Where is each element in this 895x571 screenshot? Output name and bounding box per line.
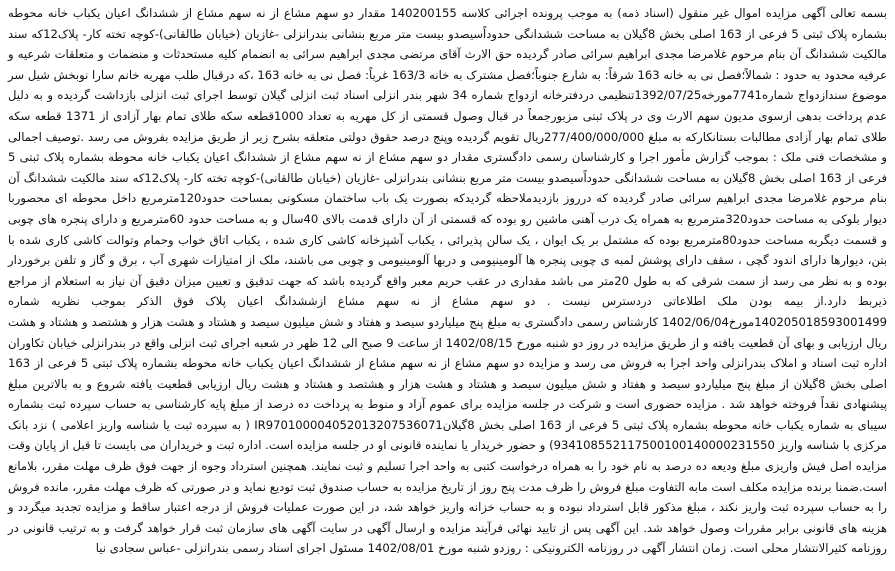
notice-text: بسمه تعالی آگهی مزایده اموال غیر منقول (اسناد ذمه) به موجب پرونده اجرائی کلاسه 140200155 مقدار دو سهم مشاع از نه سهم مشاع از ششدانگ اعیان یکباب خانه محوطه بشماره پلاک ثبتی 5 فرعی از 163 اصلی بخش 8گیلان به مساحت ششدانگی حدوداًسیصدو بیست متر مربع بنشانی بندرانزلی -غازیان (خیابان طالقانی)-کوچه تخته کار- پلاک12که سند مالکیت ششدانگ آن بنام مرحوم غلامرضا مجدی ابراهیم سرائی صادر گردیده حق الارث آقای مرتضی مجدی ابراهیم سرائی به انضمام کلیه مستحدثات و منضمات و متعلقات شرعیه و عرفیه محدود به حدود : شمالاً؛فصل نی به خانه 163 شرقاً: به شارع جنوباً؛فصل مشترک به خانه 163/3 غرباً: فصل نی به خانه 163 ،که درقبال طلب مهریه خانم سارا نوبخش شیل سر موضوع سندازدواج شماره7741مورخه1392/07/25تنظیمی دردفترخانه ازدواج شماره 34 شهر بندر انزلی اسناد ثبت انزلی گیلان توسط اجرای ثبت انزلی بازداشت گردیده و به دلیل عدم پرداخت بدهی ازسوی مدیون سهم الارث وی در پلاک ثبتی مزبورجمعاً در قبال وصول قسمتی از کل مهریه به تعداد 1000قطعه سکه طلای تمام بهار آزادی از 1371 قطعه سکه طلای تمام بهار آزادی مطالبات بستانکارکه به مبلغ 277/400/000/000ریال تقویم گردیده وپنج درصد حقوق دولتی متعلقه بشرح زیر از طریق مزایده بفروش می رسد .توصیف اجمالی و مشخصات فنی ملک : بموجب گزارش مأمور اجرا و کارشناسان رسمی دادگستری مقدار دو سهم مشاع از نه سهم مشاع از ششدانگ اعیان یکباب خانه محوطه بشماره پلاک ثبتی 5 فرعی از 163 اصلی بخش 8گیلان به مساحت ششدانگی حدوداًسیصدو بیست متر مربع بنشانی بندرانزلی -غازیان (خیابان طالقانی)-کوچه تخته کار- پلاک12که سند مالکیت ششدانگ آن بنام مرحوم غلامرضا مجدی ابراهیم سرائی صادر گردیده که درروز بازدیدملاحظه گردیدکه بصورت یک باب ساختمان مسکونی بمساحت حدود120مترمربع داخل محوطه ای محصوربا دیوار بلوکی به مساحت حدود320مترمربع به همراه یک درب آهنی ماشین رو بوده که قسمتی از آن دارای قدمت بالای 40سال و به مساحت حدود 60مترمربع و دارای پنجره های چوبی و قسمت دیگربه مساحت حدود80مترمربع بوده که مشتمل بر یک ایوان ، یک سالن پذیرائی ، یکباب آشپزخانه کاشی کاری شده ، یکباب اتاق خواب وحمام وتوالت کاشی کاری شده با بتن، دیوارها دارای اندود گچی ، سقف دارای پوشش لمبه ی چوبی پنجره ها آلومینیومی و دربها آلومینیومی و چوبی می باشند، ملک از امتیازات شهری آب ، برق و گاز و تلفن برخوردار بوده و به نظر می رسد از سمت شرقی که به طول 20متر می باشد مقداری در عقب حریم معبر واقع گردیده باشد که جهت تدقیق و تعیین میزان دقیق آن نیاز به استعلام از مراجع ذیربط دارد.از بیمه بودن ملک اطلاعاتی دردسترس نیست . دو سهم مشاع از نه سهم مشاع ازششدانگ اعیان پلاک فوق الذکر بموجب نظریه شماره 140205018593001499مورخ1402/06/04 کارشناس رسمی دادگستری به مبلغ پنج میلیاردو سیصد و هفتاد و شش میلیون سیصد و هشتاد و هشت هزار و هشتصد و هشتاد و هشت ریال ارزیابی و بهای آن قطعیت یافته و از طریق مزایده در روز دو شنبه مورخ 1402/08/15 از ساعت 9 صبح الی 12 ظهر در شعبه اجرای ثبت انزلی واقع در بندرانزلی خیابان تکاوران اداره ثبت اسناد و املاک بندرانزلی واحد اجرا به فروش می رسد و مزایده دو سهم مشاع از نه سهم مشاع از ششدانگ اعیان یکباب خانه محوطه بشماره پلاک ثبتی 5 فرعی از 163 اصلی بخش 8گیلان از مبلغ پنج میلیاردو سیصد و هفتاد و شش میلیون سیصد و هشتاد و هشت هزار و هشتصد و هشتاد و هشت ریال ارزیابی قطعیت یافته شروع و به بالاترین مبلغ پیشنهادی نقداً فروخته خواهد شد . مزایده حضوری است و شرکت در جلسه مزایده برای عموم آزاد و منوط به پرداخت ده درصد از مبلغ پایه کارشناسی به حساب سپرده ثبت بشماره سیبای به شماره یکباب خانه محوطه بشماره پلاک ثبتی 5 فرعی از 163 اصلی بخش 8گیلانIR970100004052013207536071 ( به سپرده ثبت یا شناسه واریز اعلامی ) نزد بانک مرکزی با شناسه واریز 934108552117500100140000231550) و حضور خریدار یا نماینده قانونی او در جلسه مزایده است. اداره ثبت و خریداران می بایست تا قبل از پایان وقت مزایده اصل فیش واریزی مبلغ ودیعه ده درصد به نام خود را به همراه درخواست کتبی به واحد اجرا تسلیم و ثبت نمایند. همچنین استرداد وجوه از جهت فوق ظرف مهلت مقرر، بلامانع است.ضمنا برنده مزایده مکلف است مابه التفاوت مبلغ فروش را ظرف مدت پنج روز از تاریخ مزایده به حساب صندوق ثبت تودیع نماید و در صورتی که ظرف مهلت مقرر، مانده فروش را به حساب سپرده ثبت واریز نکند ، مبلغ مذکور قابل استرداد نبوده و به حساب خزانه واریز خواهد شد، در این صورت عملیات فروش از درجه اعتبار ساقط و مزایده تجدید میگردد و هزینه های قانونی برابر مقررات وصول خواهد شد. این آگهی پس از تایید نهائی فرآیند مزایده و ارسال آگهی در سایت آگهی های سازمان ثبت قرار خواهد گرفت و به ترتیب قانونی در روزنامه کثیرالانتشار محلی است. زمان انتشار آگهی در روزنامه الکترونیکی : روزدو شنبه مورخ 1402/08/01 مسئول اجرای اسناد رسمی بندرانزلی -عباس سجادی نیا	[8, 6, 888, 556]
